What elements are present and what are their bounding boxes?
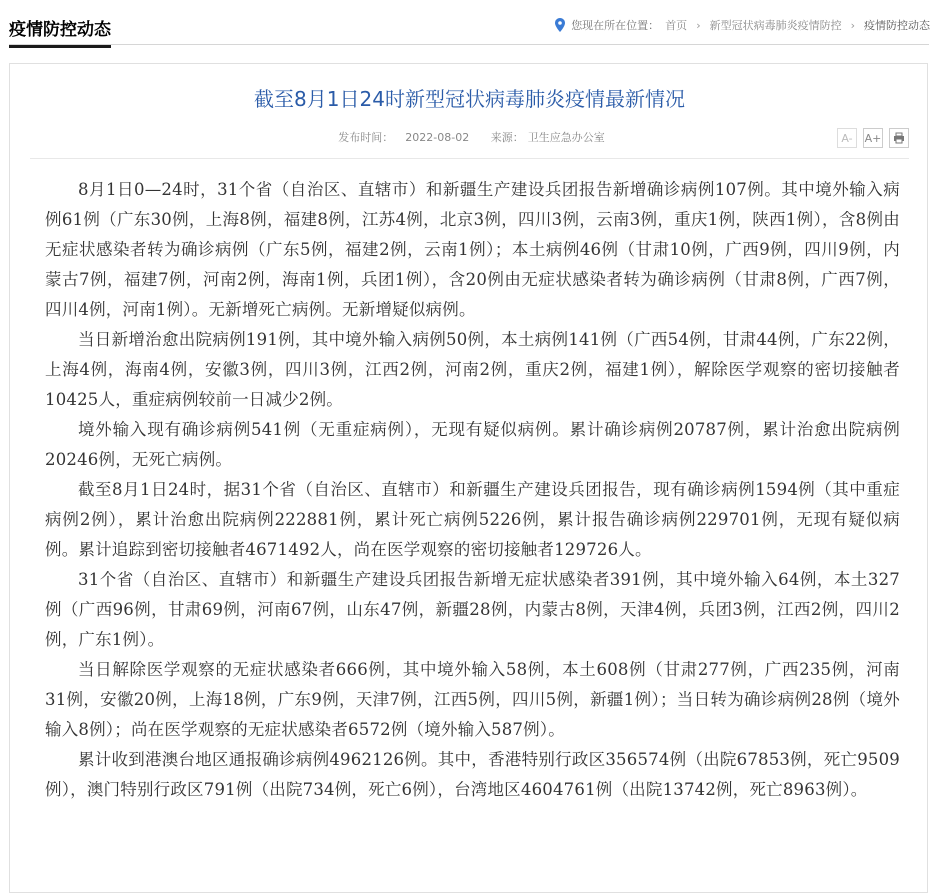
breadcrumb-prefix: 您现在所在位置： (571, 19, 660, 32)
article-body (45, 175, 900, 805)
meta-divider (30, 158, 909, 159)
paragraph-4: 截至8月1日24时，据31个省（自治区、直辖市）和新疆生产建设兵团报告，现有确诊病例1594例（其中重症病例2例），累计治愈出院病例222881例，累计死亡病例5226例，累计报告确诊病例229701例，无现有疑似病例。累计追踪到密切接触者4671492人，尚在医学观察的密切接触者129726人。 (45, 480, 900, 559)
article-source: 卫生应急办公室 (527, 131, 605, 144)
top-bar (0, 0, 938, 46)
paragraph-2: 当日新增治愈出院病例191例，其中境外输入病例50例，本土病例141例（广西54例，甘肃44例，广东22例，上海4例，海南4例，安徽3例，四川3例，江西2例，河南2例，重庆2例，福建1例），解除医学观察的密切接触者10425人，重症病例较前一日减少2例。 (45, 330, 900, 409)
breadcrumb-home-link[interactable]: 首页 (665, 19, 688, 32)
breadcrumb-covid-link[interactable]: 新型冠状病毒肺炎疫情防控 (709, 19, 842, 32)
print-button[interactable] (889, 128, 909, 148)
chevron-right-icon: › (850, 18, 855, 32)
breadcrumb (555, 17, 930, 33)
paragraph-3: 境外输入现有确诊病例541例（无重症病例），无现有疑似病例。累计确诊病例20787例，累计治愈出院病例20246例，无死亡病例。 (45, 420, 900, 469)
article-tools (831, 128, 909, 148)
section-title: 疫情防控动态 (9, 20, 111, 48)
paragraph-5: 31个省（自治区、直辖市）和新疆生产建设兵团报告新增无症状感染者391例，其中境外输入64例，本土327例（广西96例，甘肃69例，河南67例，山东47例，新疆28例，内蒙古8例，天津4例，兵团3例，江西2例，四川2例，广东1例）。 (45, 570, 900, 649)
font-smaller-button[interactable] (837, 128, 857, 148)
font-larger-icon: A+ (864, 131, 882, 145)
article-meta (10, 129, 929, 145)
location-pin-icon (555, 18, 565, 32)
paragraph-7: 累计收到港澳台地区通报确诊病例4962126例。其中，香港特别行政区356574例（出院67853例，死亡9509例），澳门特别行政区791例（出院734例，死亡6例），台湾地区4604761例（出院13742例，死亡8963例）。 (45, 750, 900, 799)
article-title: 截至8月1日24时新型冠状病毒肺炎疫情最新情况 (254, 87, 685, 111)
source-label: 来源： (490, 131, 524, 144)
breadcrumb-current[interactable]: 疫情防控动态 (864, 19, 930, 32)
chevron-right-icon: › (696, 18, 701, 32)
paragraph-1: 8月1日0—24时，31个省（自治区、直辖市）和新疆生产建设兵团报告新增确诊病例107例。其中境外输入病例61例（广东30例，上海8例，福建8例，江苏4例，北京3例，四川3例，云南3例，重庆1例，陕西1例），含8例由无症状感染者转为确诊病例（广东5例，福建2例，云南1例）；本土病例46例（甘肃10例，广西9例，四川9例，内蒙古7例，福建7例，河南2例，海南1例，兵团1例），含20例由无症状感染者转为确诊病例（甘肃8例，广西7例，四川4例，河南1例）。无新增死亡病例。无新增疑似病例。 (45, 180, 900, 319)
paragraph-6: 当日解除医学观察的无症状感染者666例，其中境外输入58例，本土608例（甘肃277例，广西235例，河南31例，安徽20例，上海18例，广东9例，天津7例，江西5例，四川5例，新疆1例）；当日转为确诊病例28例（境外输入8例）；尚在医学观察的无症状感染者6572例（境外输入587例）。 (45, 660, 900, 739)
publish-date: 2022-08-02 (405, 131, 470, 144)
font-larger-button[interactable] (863, 128, 883, 148)
font-smaller-icon: A- (841, 131, 853, 145)
printer-icon (893, 132, 905, 144)
top-divider (9, 44, 929, 45)
date-label: 发布时间： (338, 131, 394, 144)
article-card (9, 63, 928, 893)
